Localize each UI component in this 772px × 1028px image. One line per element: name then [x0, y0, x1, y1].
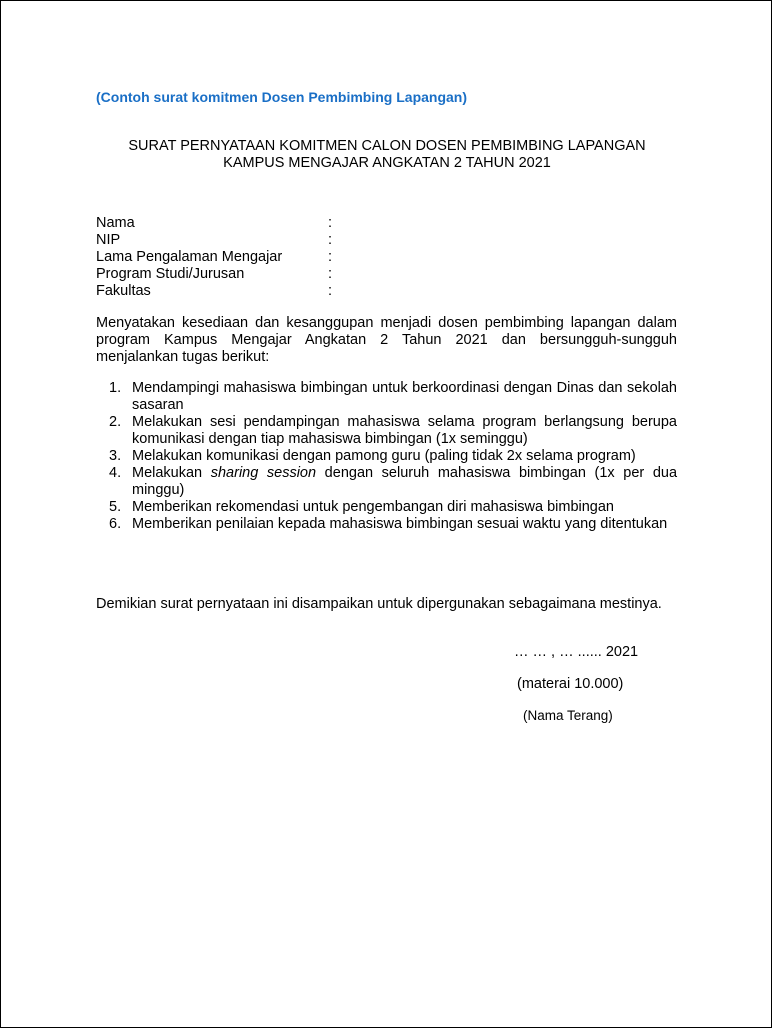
list-text-main: Mendampingi mahasiswa bimbingan untuk berkoordinasi dengan Dinas dan sekolah sasaran: [132, 380, 677, 413]
list-text: [132, 516, 677, 533]
example-note: (Contoh surat komitmen Dosen Pembimbing Lapangan): [96, 89, 468, 105]
task-list: [96, 380, 677, 533]
list-item: [96, 499, 677, 516]
field-label: Nama: [96, 215, 135, 231]
document-title-line-1: SURAT PERNYATAAN KOMITMEN CALON DOSEN PEMBIMBING LAPANGAN: [128, 138, 646, 154]
document-title-line-2: KAMPUS MENGAJAR ANGKATAN 2 TAHUN 2021: [223, 155, 551, 171]
list-text: [132, 465, 677, 499]
field-nama: [96, 215, 496, 232]
field-colon: :: [328, 232, 333, 248]
signature-name-line: (Nama Terang): [523, 708, 613, 723]
list-item: [96, 516, 677, 533]
list-text-main: Melakukan: [132, 465, 211, 481]
list-number: 3.: [109, 448, 122, 464]
field-colon: :: [328, 266, 333, 282]
list-number: 4.: [109, 465, 122, 481]
field-lama-pengalaman: [96, 249, 496, 266]
list-number: 5.: [109, 499, 122, 515]
list-text: [132, 380, 677, 414]
list-item: [96, 414, 677, 448]
list-text-main: Melakukan komunikasi dengan pamong guru (paling tidak 2x selama program): [132, 448, 636, 464]
list-text: [132, 414, 677, 448]
list-text-emphasis: sharing session: [210, 465, 317, 481]
list-item: [96, 380, 677, 414]
field-nip: [96, 232, 496, 249]
field-colon: :: [328, 283, 333, 299]
list-item: [96, 448, 677, 465]
closing-paragraph: Demikian surat pernyataan ini disampaikan untuk dipergunakan sebagaimana mestinya.: [96, 596, 662, 612]
list-item: [96, 465, 677, 499]
intro-paragraph: Menyatakan kesediaan dan kesanggupan menjadi dosen pembimbing lapangan dalam program Kampus Mengajar Angkatan 2 Tahun 2021 dan bersungguh-sungguh menjalankan tugas berikut:: [96, 315, 677, 365]
field-colon: :: [328, 215, 333, 231]
list-text-tail: dengan seluruh mahasiswa bimbingan (1x per dua minggu): [132, 465, 678, 498]
signature-date-line: … … , … ...... 2021: [514, 644, 639, 660]
field-label: Lama Pengalaman Mengajar: [96, 249, 283, 265]
list-number: 2.: [109, 414, 122, 430]
list-number: 1.: [109, 380, 122, 396]
field-program-studi: [96, 266, 496, 283]
field-label: Program Studi/Jurusan: [96, 266, 245, 282]
list-number: 6.: [109, 516, 122, 532]
field-colon: :: [328, 249, 333, 265]
list-text: [132, 499, 677, 516]
field-label: NIP: [96, 232, 121, 248]
list-text-main: Memberikan rekomendasi untuk pengembangan diri mahasiswa bimbingan: [132, 499, 614, 515]
field-fakultas: [96, 283, 496, 300]
list-text-main: Memberikan penilaian kepada mahasiswa bimbingan sesuai waktu yang ditentukan: [132, 516, 668, 532]
materai-stamp-note: (materai 10.000): [517, 676, 624, 692]
identity-fields: [96, 215, 496, 300]
list-text: [132, 448, 677, 465]
field-label: Fakultas: [96, 283, 151, 299]
list-text-main: Melakukan sesi pendampingan mahasiswa selama program berlangsung berupa komunikasi dengan tiap mahasiswa bimbingan (1x seminggu): [132, 414, 677, 447]
